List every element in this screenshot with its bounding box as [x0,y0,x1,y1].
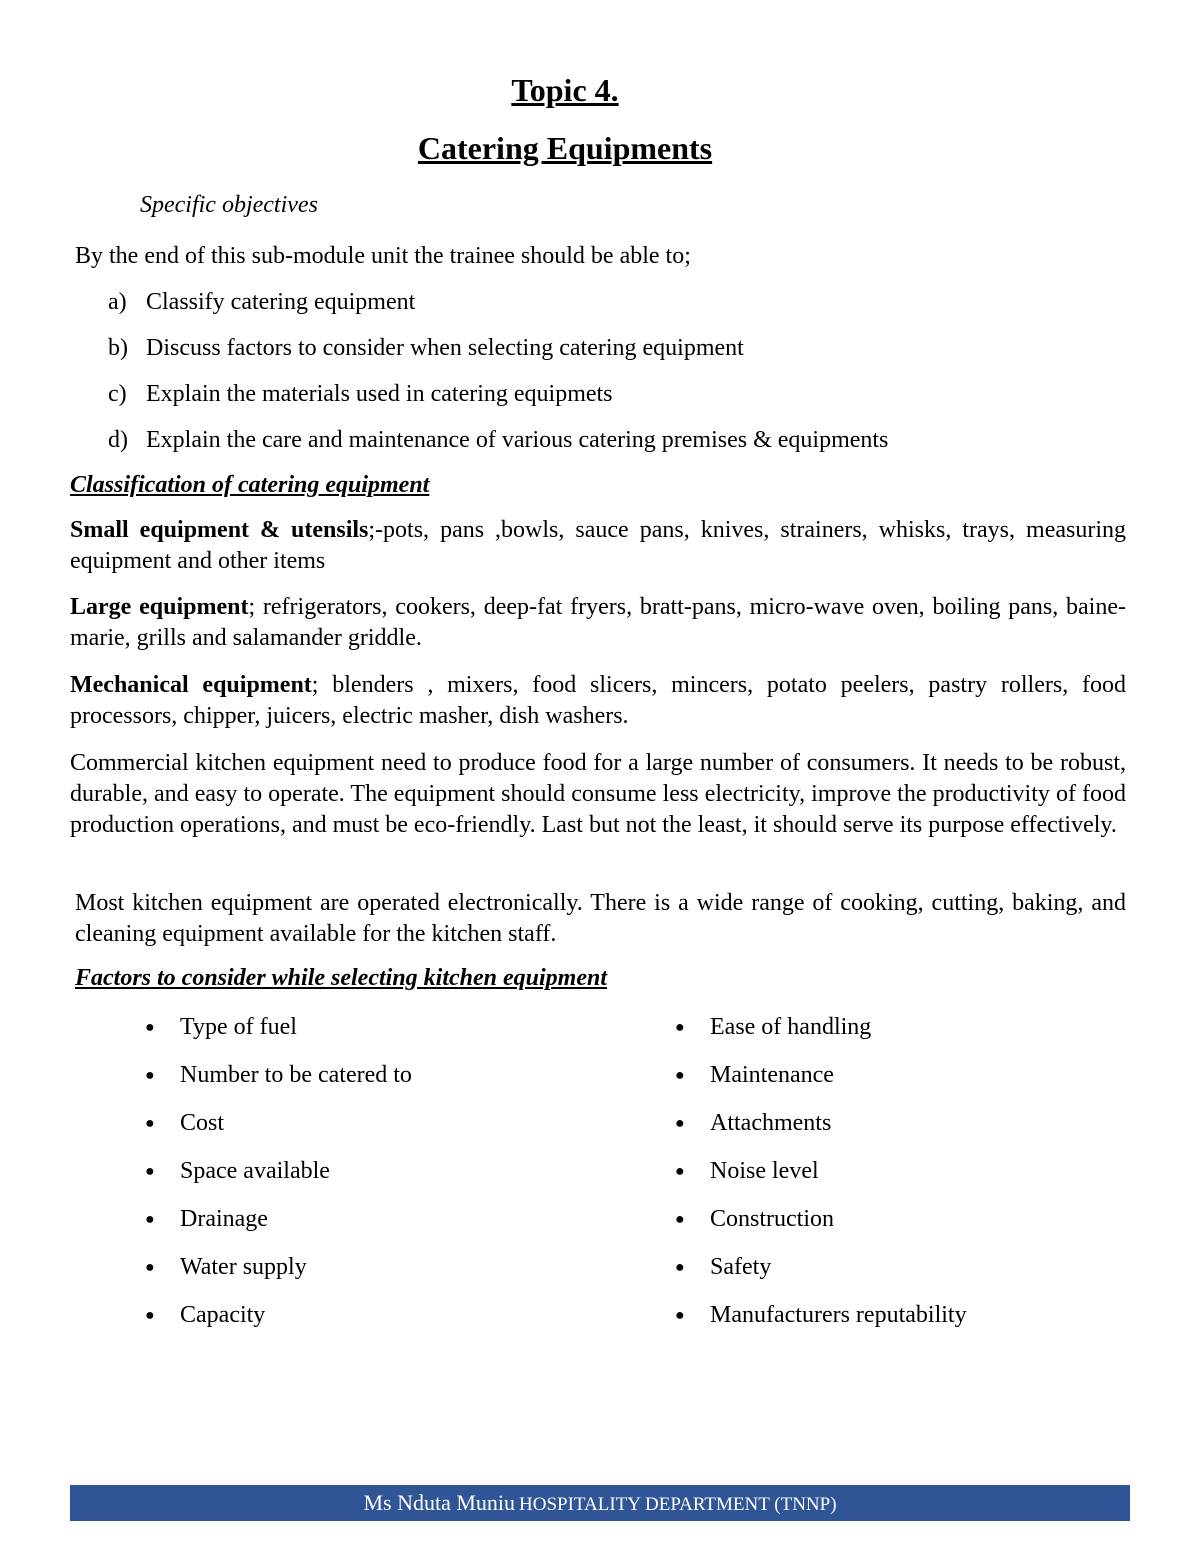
small-equipment-term: Small equipment & utensils [70,517,369,543]
list-item-text: Space available [180,1158,330,1184]
bullet-icon: ● [675,1163,685,1181]
objectives-intro: By the end of this sub-module unit the trainee should be able to; [75,243,691,269]
list-item [675,1298,967,1346]
list-item [675,1058,967,1106]
list-item [675,1202,967,1250]
list-item-text: Manufacturers reputability [710,1302,967,1328]
list-marker: b) [108,335,128,361]
list-item [108,423,888,469]
list-item [145,1058,412,1106]
list-item [145,1154,412,1202]
bullet-icon: ● [145,1307,155,1325]
bullet-icon: ● [145,1211,155,1229]
topic-heading: Topic 4. [511,72,619,108]
mechanical-equipment-paragraph [70,670,1126,732]
list-item [145,1202,412,1250]
commercial-paragraph: Commercial kitchen equipment need to produce food for a large number of consumers. It needs to be robust, durable, and easy to operate. The equipment should consume less electricity, improve the productivity of food production operations, and must be eco-friendly. Last but not the least, it should serve its purpose effectively. [70,750,1126,838]
list-item-text: Type of fuel [180,1014,297,1040]
mechanical-equipment-text: ; blenders , mixers, food slicers, mincers, potato peelers, pastry rollers, food processors, chipper, juicers, electric masher, dish washers. [70,672,1126,729]
bullet-icon: ● [675,1067,685,1085]
list-item-text: Maintenance [710,1062,834,1088]
list-item-text: Water supply [180,1254,307,1280]
list-item-text: Number to be catered to [180,1062,412,1088]
factors-list-left [145,1010,412,1346]
bullet-icon: ● [675,1211,685,1229]
classification-heading: Classification of catering equipment [70,472,430,498]
bullet-icon: ● [145,1259,155,1277]
list-item-text: Capacity [180,1302,266,1328]
list-marker: a) [108,289,127,315]
bullet-icon: ● [145,1019,155,1037]
list-item [675,1250,967,1298]
large-equipment-text: ; refrigerators, cookers, deep-fat fryers, bratt-pans, micro-wave oven, boiling pans, baine-marie, grills and salamander griddle. [70,594,1126,651]
list-item [145,1250,412,1298]
bullet-icon: ● [145,1067,155,1085]
bullet-icon: ● [145,1163,155,1181]
large-equipment-term: Large equipment [70,594,249,620]
list-item-text: Explain the materials used in catering equipmets [146,381,613,407]
footer-bar [70,1485,1130,1521]
objectives-label: Specific objectives [140,192,318,218]
list-item-text: Classify catering equipment [146,289,416,315]
list-item [675,1154,967,1202]
list-item [145,1106,412,1154]
footer-author: Ms Nduta Muniu [363,1490,516,1515]
list-item-text: Discuss factors to consider when selecting catering equipment [146,335,744,361]
list-item-text: Construction [710,1206,834,1232]
list-item-text: Ease of handling [710,1014,872,1040]
bullet-icon: ● [675,1307,685,1325]
list-item [145,1298,412,1346]
list-item [108,377,888,423]
list-item-text: Safety [710,1254,772,1280]
list-item [675,1106,967,1154]
mechanical-equipment-term: Mechanical equipment [70,672,312,698]
list-marker: c) [108,381,127,407]
list-item-text: Explain the care and maintenance of various catering premises & equipments [146,427,889,453]
list-item-text: Cost [180,1110,225,1136]
list-item-text: Attachments [710,1110,832,1136]
list-item [108,331,888,377]
list-item-text: Drainage [180,1206,268,1232]
electronic-paragraph: Most kitchen equipment are operated electronically. There is a wide range of cooking, cutting, baking, and cleaning equipment available for the kitchen staff. [75,890,1126,947]
objectives-list [108,285,888,469]
page-title: Catering Equipments [417,130,713,166]
bullet-icon: ● [675,1019,685,1037]
footer-department: HOSPITALITY DEPARTMENT (TNNP) [519,1494,837,1515]
bullet-icon: ● [675,1259,685,1277]
list-marker: d) [108,427,128,453]
list-item-text: Noise level [710,1158,819,1184]
factors-heading: Factors to consider while selecting kitchen equipment [75,965,608,991]
bullet-icon: ● [145,1115,155,1133]
list-item [108,285,888,331]
bullet-icon: ● [675,1115,685,1133]
list-item [145,1010,412,1058]
small-equipment-paragraph [70,515,1126,577]
large-equipment-paragraph [70,592,1126,654]
small-equipment-text: ;-pots, pans ,bowls, sauce pans, knives, strainers, whisks, trays, measuring equipment and other items [70,517,1126,574]
list-item [675,1010,967,1058]
factors-list-right [675,1010,967,1346]
